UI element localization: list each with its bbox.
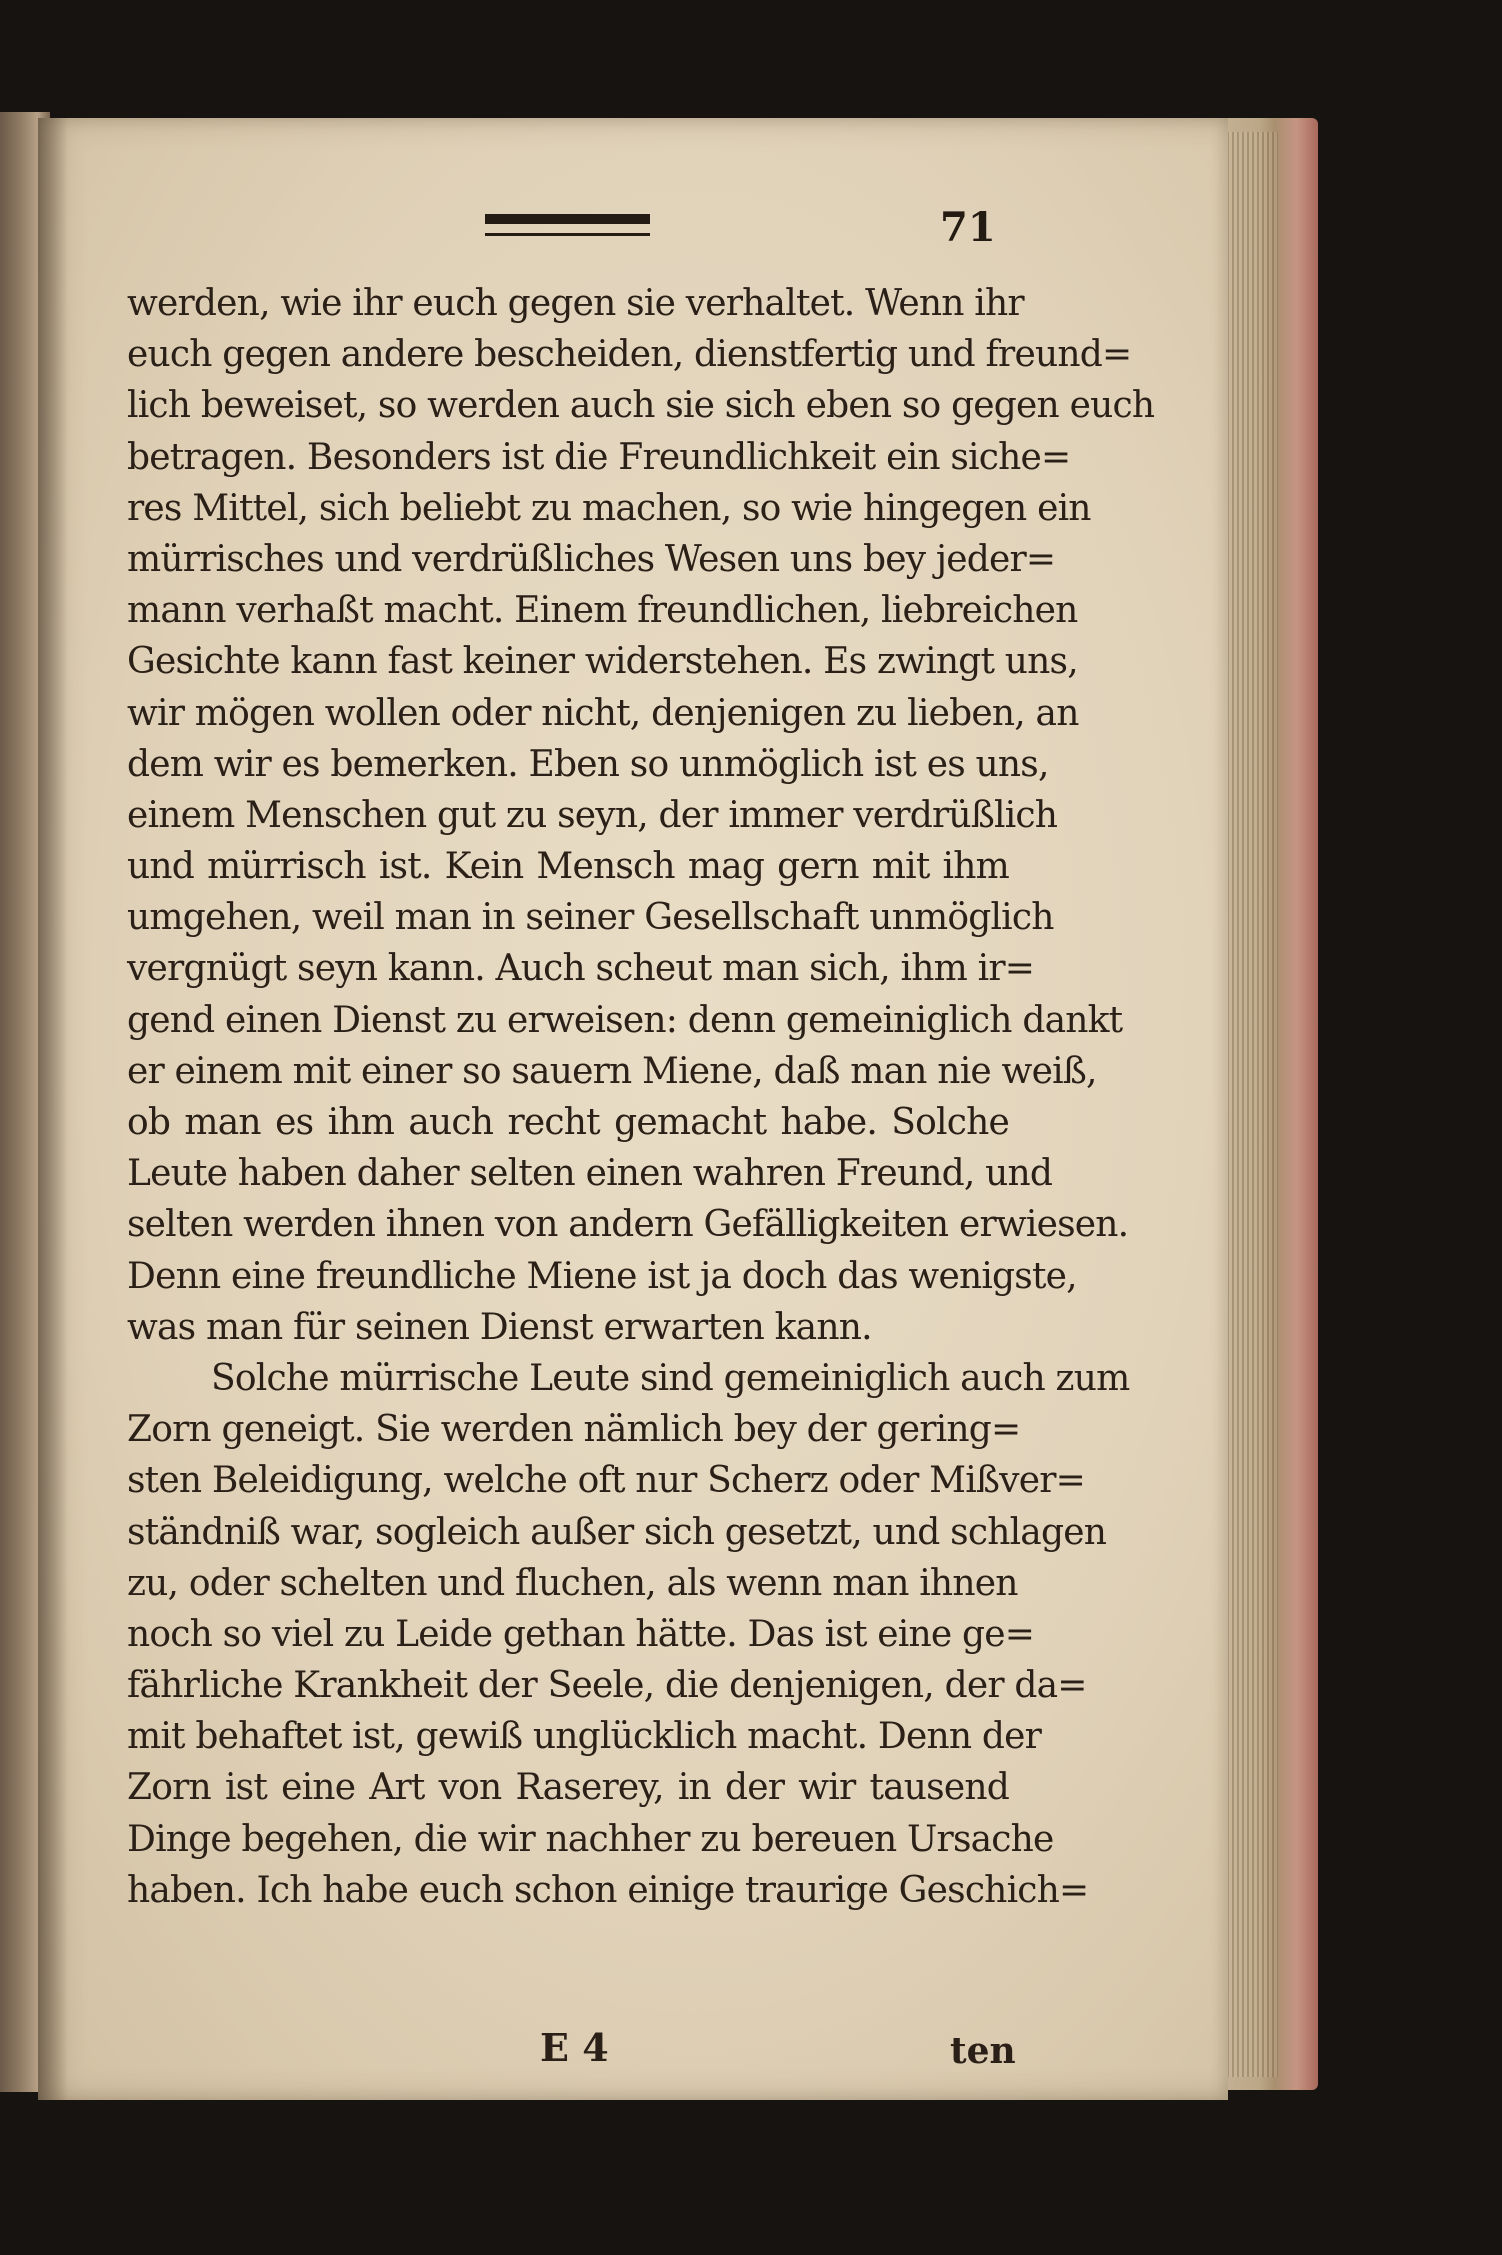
gutter-shadow — [38, 118, 68, 2100]
text-line: zu, oder schelten und fluchen, als wenn man ihnen — [127, 1562, 1018, 1604]
text-line: gend einen Dienst zu erweisen: denn gemeiniglich dankt — [127, 999, 1123, 1041]
text-line: werden, wie ihr euch gegen sie verhaltet. Wenn ihr — [127, 283, 1024, 324]
text-line-paragraph-end: was man für seinen Dienst erwarten kann. — [127, 1306, 872, 1348]
text-line-paragraph-start: Solche mürrische Leute sind gemeiniglich auch zum — [211, 1357, 1130, 1399]
text-line: haben. Ich habe euch schon einige traurige Geschich= — [127, 1869, 1089, 1911]
text-line: ob man es ihm auch recht gemacht habe. Solche — [127, 1102, 1009, 1143]
text-line: sten Beleidigung, welche oft nur Scherz oder Mißver= — [127, 1460, 1085, 1502]
catchword: ten — [950, 2030, 1016, 2072]
header-rule-thick — [485, 214, 650, 224]
header-rule-thin — [485, 233, 650, 236]
page-edges — [1222, 132, 1278, 2077]
text-line: res Mittel, sich beliebt zu machen, so wie hingegen ein — [127, 487, 1091, 529]
text-line: fährliche Krankheit der Seele, die denjenigen, der da= — [127, 1665, 1087, 1707]
text-line: betragen. Besonders ist die Freundlichkeit ein siche= — [127, 436, 1071, 478]
text-line: dem wir es bemerken. Eben so unmöglich ist es uns, — [127, 743, 1049, 785]
text-line: er einem mit einer so sauern Miene, daß man nie weiß, — [127, 1050, 1097, 1092]
text-line: vergnügt seyn kann. Auch scheut man sich, ihm ir= — [127, 948, 1035, 990]
text-line: und mürrisch ist. Kein Mensch mag gern mit ihm — [127, 846, 1009, 888]
text-line: selten werden ihnen von andern Gefälligkeiten erwiesen. — [127, 1204, 1129, 1246]
body-text — [127, 278, 1155, 1916]
signature-mark: E 4 — [540, 2025, 609, 2070]
text-line: ständniß war, sogleich außer sich gesetzt, und schlagen — [127, 1511, 1107, 1553]
text-line: Leute haben daher selten einen wahren Freund, und — [127, 1153, 1053, 1195]
text-line: wir mögen wollen oder nicht, denjenigen zu lieben, an — [127, 692, 1079, 734]
text-line: Denn eine freundliche Miene ist ja doch das wenigste, — [127, 1255, 1077, 1297]
page-number: 71 — [940, 204, 996, 251]
text-line: Dinge begehen, die wir nachher zu bereuen Ursache — [127, 1818, 1054, 1860]
text-line: einem Menschen gut zu seyn, der immer verdrüßlich — [127, 794, 1058, 836]
text-line: mit behaftet ist, gewiß unglücklich macht. Denn der — [127, 1716, 1042, 1758]
text-line: Zorn ist eine Art von Raserey, in der wir tausend — [127, 1767, 1009, 1809]
text-line: Zorn geneigt. Sie werden nämlich bey der gering= — [127, 1409, 1021, 1451]
text-line: Gesichte kann fast keiner widerstehen. Es zwingt uns, — [127, 641, 1078, 683]
text-line: mürrisches und verdrüßliches Wesen uns bey jeder= — [127, 538, 1056, 580]
text-line: lich beweiset, so werden auch sie sich eben so gegen euch — [127, 385, 1155, 427]
text-line: mann verhaßt macht. Einem freundlichen, liebreichen — [127, 590, 1078, 632]
text-line: noch so viel zu Leide gethan hätte. Das ist eine ge= — [127, 1613, 1035, 1655]
text-line: umgehen, weil man in seiner Gesellschaft unmöglich — [127, 897, 1054, 939]
text-line: euch gegen andere bescheiden, dienstfertig und freund= — [127, 334, 1132, 376]
